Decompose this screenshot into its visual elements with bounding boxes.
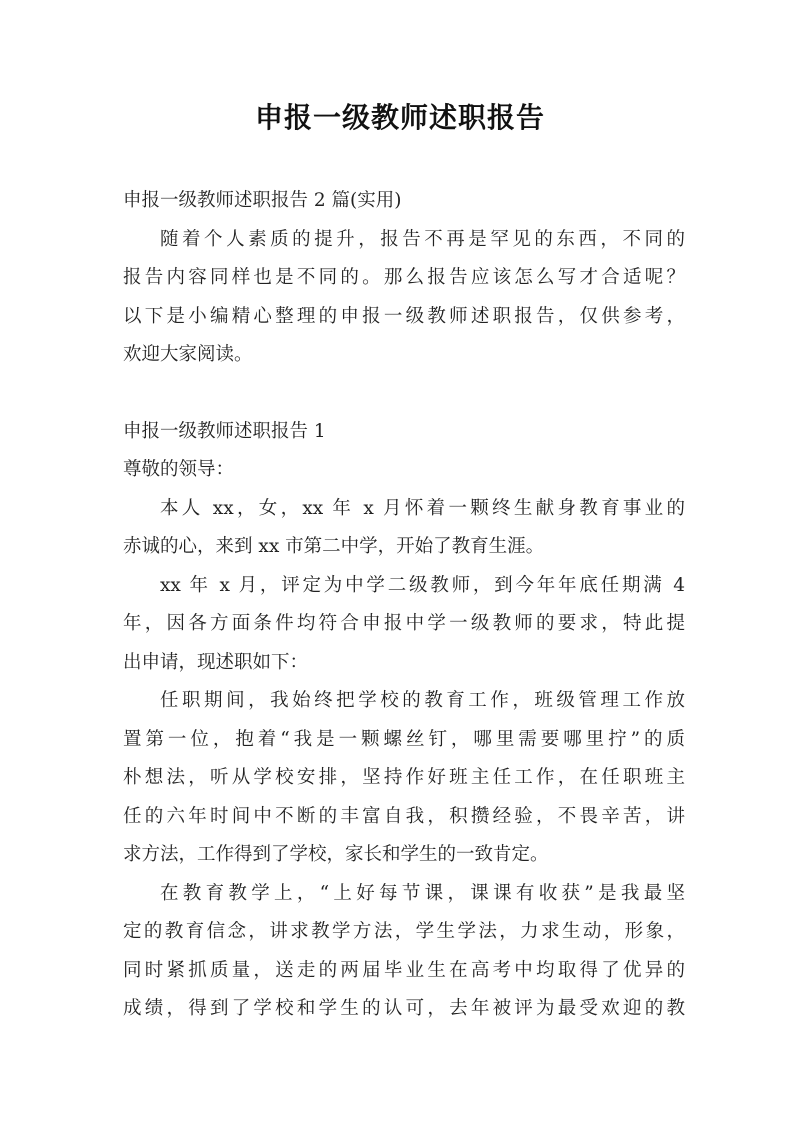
text-line: 定的教育信念，讲求教学方法，学生学法，力求生动，形象， bbox=[123, 921, 685, 942]
text-line: 任职期间，我始终把学校的教育工作，班级管理工作放 bbox=[160, 690, 685, 711]
text-line: 年，因各方面条件均符合申报中学一级教师的要求，特此提 bbox=[123, 613, 685, 634]
text-line: 欢迎大家阅读。 bbox=[123, 344, 253, 365]
text-line: 置第一位，抱着“我是一颗螺丝钉，哪里需要哪里拧”的质 bbox=[123, 728, 685, 750]
text-line: 成绩，得到了学校和学生的认可，去年被评为最受欢迎的教 bbox=[123, 998, 685, 1019]
document-title: 申报一级教师述职报告 bbox=[254, 101, 545, 134]
text-line: 本人 xx，女，xx 年 x 月怀着一颗终生献身教育事业的 bbox=[160, 497, 685, 519]
text-line: 尊敬的领导： bbox=[123, 459, 235, 480]
text-line: 朴想法，听从学校安排，坚持作好班主任工作，在任职班主 bbox=[123, 767, 685, 788]
text-line: 任的六年时间中不断的丰富自我，积攒经验，不畏辛苦，讲 bbox=[123, 805, 685, 827]
text-line: 赤诚的心，来到 xx 市第二中学，开始了教育生涯。 bbox=[123, 536, 545, 557]
paragraph-gap bbox=[123, 375, 685, 413]
text-line: 出申请，现述职如下： bbox=[123, 651, 309, 673]
text-line: 以下是小编精心整理的申报一级教师述职报告，仅供参考， bbox=[123, 305, 685, 327]
text-line: 申报一级教师述职报告 1 bbox=[123, 420, 326, 442]
text-line: 同时紧抓质量，送走的两届毕业生在高考中均取得了优异的 bbox=[123, 959, 685, 981]
text-line: xx 年 x 月，评定为中学二级教师，到今年年底任期满 4 bbox=[160, 574, 685, 596]
text-line: 报告内容同样也是不同的。那么报告应该怎么写才合适呢？ bbox=[123, 267, 685, 288]
text-line: 在教育教学上，“上好每节课，课课有收获”是我最坚 bbox=[160, 882, 685, 904]
document-body bbox=[123, 182, 685, 1029]
text-line: 随着个人素质的提升，报告不再是罕见的东西，不同的 bbox=[160, 228, 685, 250]
text-line: 申报一级教师述职报告 2 篇(实用) bbox=[123, 190, 402, 211]
text-line: 求方法，工作得到了学校，家长和学生的一致肯定。 bbox=[123, 844, 549, 865]
